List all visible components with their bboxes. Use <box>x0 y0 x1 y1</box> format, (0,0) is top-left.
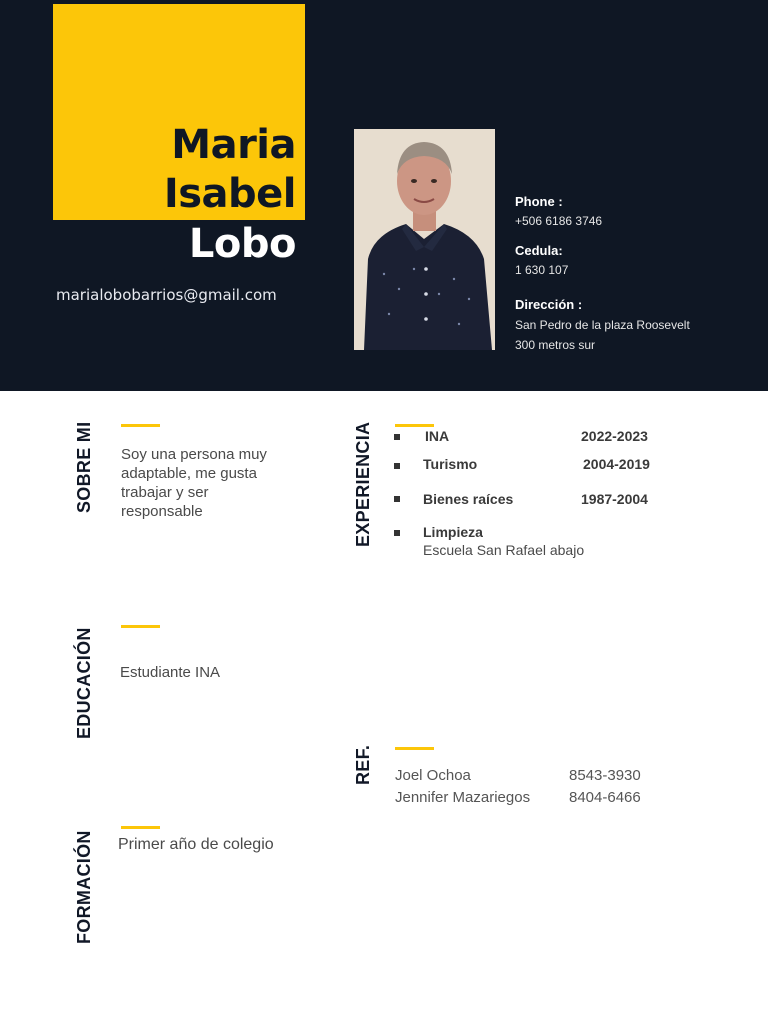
experiencia-accent-bar <box>395 424 434 427</box>
educacion-accent-bar <box>121 625 160 628</box>
experiencia-detail: Escuela San Rafael abajo <box>423 542 585 558</box>
section-title-educacion: EDUCACIÓN <box>74 627 94 739</box>
sobre-mi-text <box>121 445 267 521</box>
sobre-mi-line: trabajar y ser <box>121 484 209 501</box>
section-title-ref: REF. <box>353 744 373 785</box>
direccion-line-2: 300 metros sur <box>515 338 596 352</box>
phone-label: Phone : <box>515 194 563 209</box>
section-title-formacion: FORMACIÓN <box>74 830 94 944</box>
email-address[interactable]: marialobobarrios@gmail.com <box>56 286 277 304</box>
sobre-mi-line: responsable <box>121 503 203 520</box>
experiencia-role: Turismo <box>423 456 478 472</box>
direccion-label: Dirección : <box>515 297 583 312</box>
name-middle: Isabel <box>163 171 296 217</box>
profile-photo <box>354 129 495 350</box>
sobre-mi-accent-bar <box>121 424 160 427</box>
direccion-line-1: San Pedro de la plaza Roosevelt <box>515 318 690 332</box>
cedula-value: 1 630 107 <box>515 263 569 277</box>
section-title-experiencia: EXPERIENCIA <box>353 421 373 547</box>
experiencia-role: INA <box>425 428 450 444</box>
formacion-text: Primer año de colegio <box>118 836 274 853</box>
experiencia-role: Bienes raíces <box>423 491 514 507</box>
name-last: Lobo <box>188 221 296 267</box>
cedula-label: Cedula: <box>515 243 563 258</box>
name-first: Maria <box>171 122 296 168</box>
experiencia-years: 2004-2019 <box>583 456 650 472</box>
ref-name: Jennifer Mazariegos <box>395 789 531 806</box>
sobre-mi-line: Soy una persona muy <box>121 446 267 463</box>
bullet-icon <box>394 434 400 440</box>
ref-phone: 8404-6466 <box>569 789 641 806</box>
formacion-accent-bar <box>121 826 160 829</box>
educacion-text: Estudiante INA <box>120 664 221 681</box>
ref-accent-bar <box>395 747 434 750</box>
ref-phone: 8543-3930 <box>569 767 641 784</box>
ref-name: Joel Ochoa <box>395 767 471 784</box>
experiencia-years: 2022-2023 <box>581 428 648 444</box>
bullet-icon <box>394 463 400 469</box>
phone-value: +506 6186 3746 <box>515 214 603 228</box>
experiencia-years: 1987-2004 <box>581 491 648 507</box>
bullet-icon <box>394 496 400 502</box>
section-title-sobre-mi: SOBRE MI <box>74 421 94 513</box>
sobre-mi-line: adaptable, me gusta <box>121 465 257 482</box>
bullet-icon <box>394 530 400 536</box>
experiencia-role: Limpieza <box>423 524 483 540</box>
